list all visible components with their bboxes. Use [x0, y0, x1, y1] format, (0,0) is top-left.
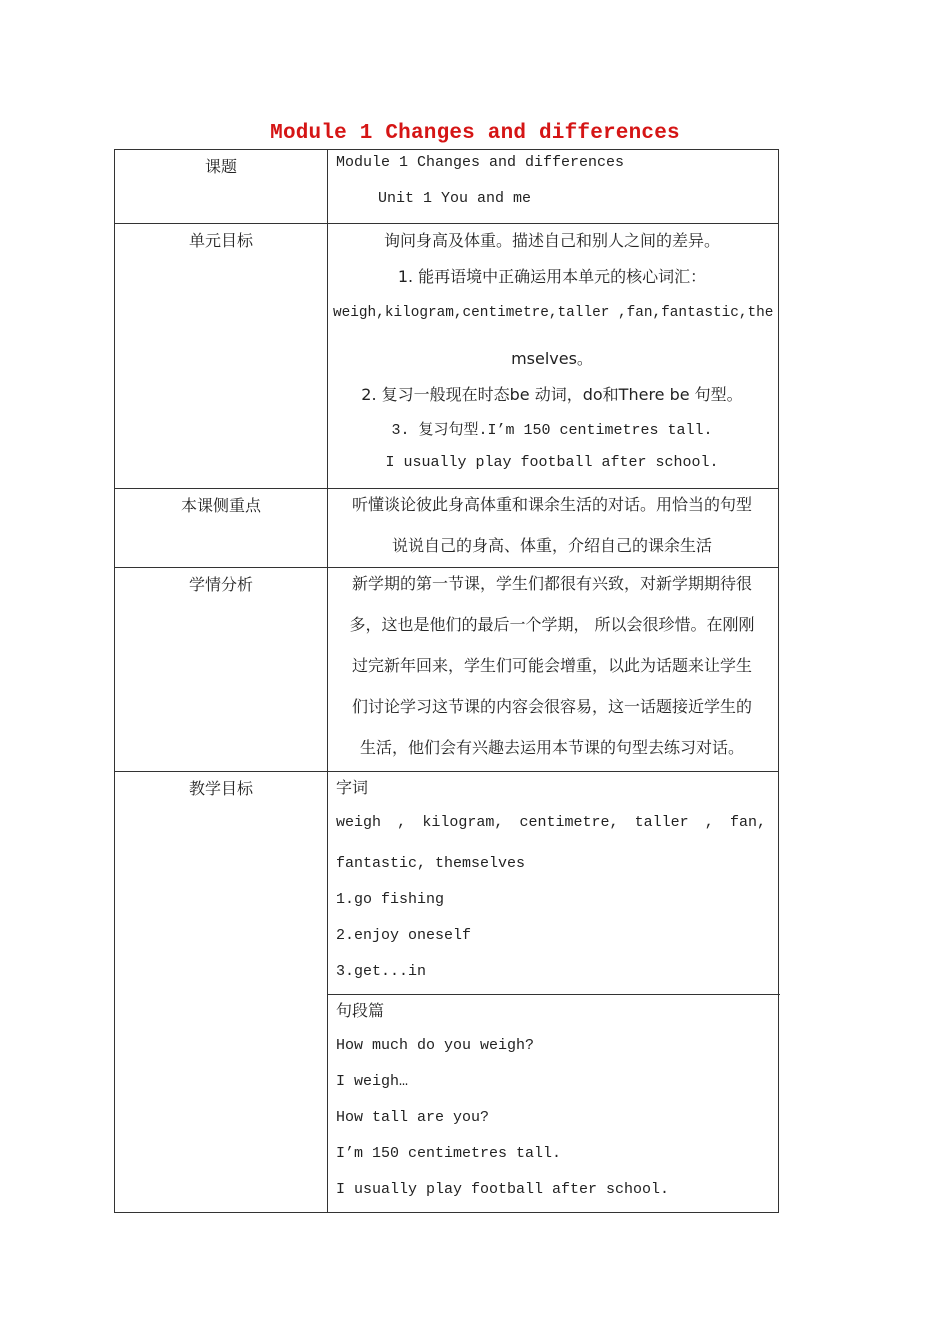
unit-goals-line-2: 1. 能再语境中正确运用本单元的核心词汇：: [397, 267, 707, 286]
focus-line-1: 听懂谈论彼此身高体重和课余生活的对话。用恰当的句型: [351, 495, 752, 514]
analysis-line-3: 过完新年回来，学生们可能会增重，以此为话题来让学生: [351, 656, 752, 675]
unit-goals-line-5: 2. 复习一般现在时态be 动词，do和There be 句型。: [361, 385, 743, 404]
row-analysis: [114, 567, 779, 772]
phrase-2: 2.enjoy oneself: [336, 927, 472, 944]
topic-line-1: Module 1 Changes and differences: [336, 154, 625, 171]
document-title: Module 1 Changes and differences: [270, 122, 680, 145]
sentences-header: 句段篇: [336, 1001, 385, 1020]
unit-goals-line-1: 询问身高及体重。描述自己和别人之间的差异。: [383, 231, 720, 250]
label-unit-goals: 单元目标: [188, 231, 253, 250]
word-comma-2: ,: [704, 814, 714, 831]
word-taller: taller: [634, 814, 689, 831]
focus-line-2: 说说自己的身高、体重，介绍自己的课余生活: [391, 536, 712, 555]
sentence-4: I’m 150 centimetres tall.: [336, 1145, 562, 1162]
sentence-1: How much do you weigh?: [336, 1037, 535, 1054]
lesson-plan-table: [114, 149, 779, 1213]
label-teaching-goals: 教学目标: [188, 779, 253, 798]
label-topic: 课题: [204, 157, 237, 176]
word-comma-1: ,: [397, 814, 407, 831]
sentence-5: I usually play football after school.: [336, 1181, 670, 1198]
topic-line-2: Unit 1 You and me: [378, 190, 532, 207]
words-line-2: fantastic, themselves: [336, 855, 526, 872]
word-kilogram: kilogram,: [422, 814, 504, 831]
analysis-line-4: 们讨论学习这节课的内容会很容易，这一话题接近学生的: [351, 697, 752, 716]
row-focus: [114, 488, 779, 568]
analysis-line-1: 新学期的第一节课，学生们都很有兴致，对新学期期待很: [351, 574, 752, 593]
analysis-line-2: 多，这也是他们的最后一个学期， 所以会很珍惜。在刚刚: [349, 615, 755, 634]
row-unit-goals: [114, 223, 779, 489]
phrase-1: 1.go fishing: [336, 891, 445, 908]
unit-goals-line-4: mselves。: [511, 349, 593, 368]
analysis-line-5: 生活，他们会有兴趣去运用本节课的句型去练习对话。: [359, 738, 744, 757]
phrase-3: 3.get...in: [336, 963, 427, 980]
words-line-1: [336, 814, 766, 831]
unit-goals-line-6: 3. 复习句型.I’m 150 centimetres tall.: [391, 422, 713, 439]
row-teaching-goals: [114, 771, 779, 1213]
label-analysis: 学情分析: [188, 575, 253, 594]
sentence-2: I weigh…: [336, 1073, 409, 1090]
word-weigh: weigh: [336, 814, 382, 831]
word-centimetre: centimetre,: [519, 814, 619, 831]
words-header: 字词: [336, 778, 369, 797]
sentence-3: How tall are you?: [336, 1109, 490, 1126]
unit-goals-line-7: I usually play football after school.: [385, 454, 719, 471]
row-topic: [114, 149, 779, 224]
word-fan: fan,: [729, 814, 766, 831]
unit-goals-line-3: weigh,kilogram,centimetre,taller ,fan,fantastic,the: [333, 305, 774, 321]
label-focus: 本课侧重点: [180, 496, 261, 515]
